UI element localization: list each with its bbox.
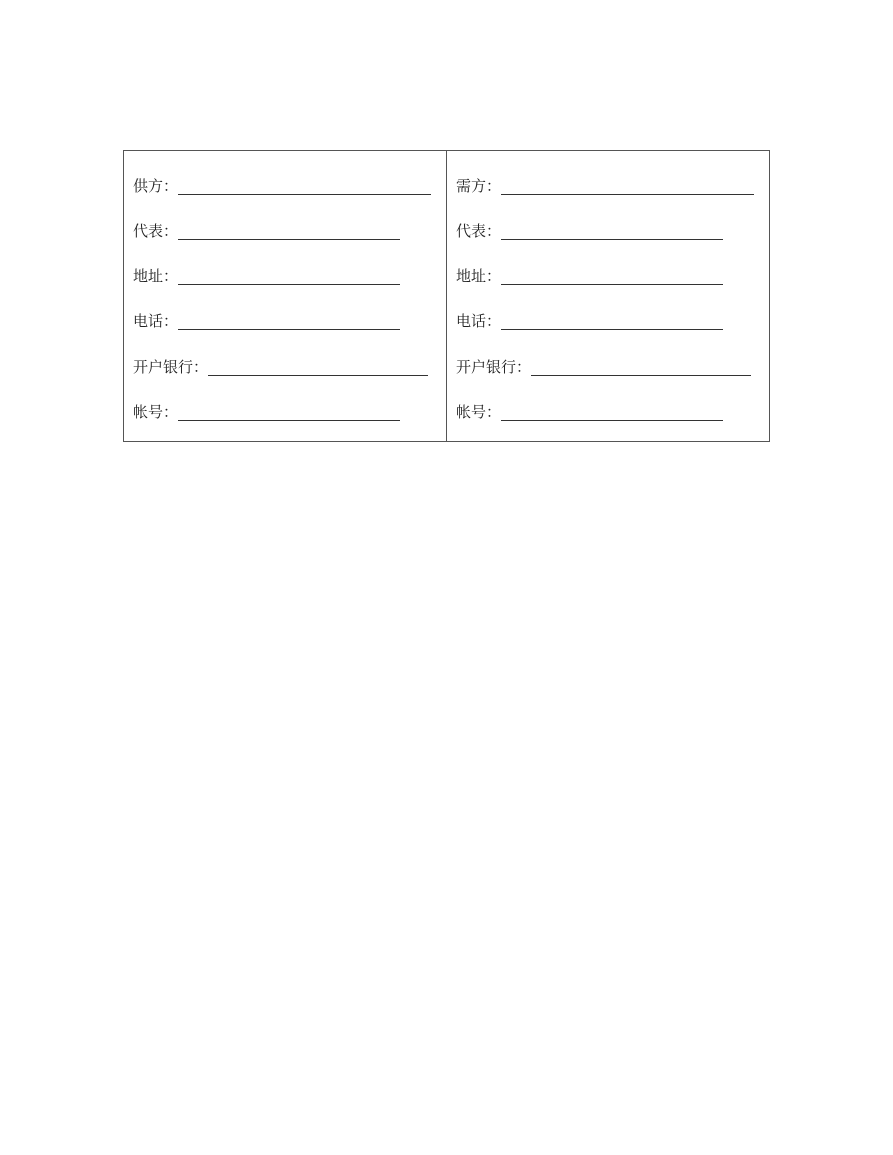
buyer-name-label: 需方： <box>456 177 502 195</box>
buyer-bank-label: 开户银行： <box>456 358 532 376</box>
buyer-account-field[interactable] <box>501 403 723 421</box>
buyer-account-label: 帐号： <box>456 403 502 421</box>
buyer-name-field[interactable] <box>501 177 754 195</box>
supplier-address-row <box>133 261 400 285</box>
buyer-column <box>447 151 769 441</box>
supplier-bank-field[interactable] <box>208 358 428 376</box>
buyer-address-field[interactable] <box>501 267 723 285</box>
supplier-account-field[interactable] <box>178 403 400 421</box>
supplier-representative-field[interactable] <box>178 222 400 240</box>
supplier-column <box>124 151 447 441</box>
supplier-address-field[interactable] <box>178 267 400 285</box>
buyer-address-row <box>456 261 723 285</box>
buyer-representative-label: 代表： <box>456 222 502 240</box>
supplier-representative-row <box>133 216 400 240</box>
supplier-phone-row <box>133 306 400 330</box>
supplier-name-label: 供方： <box>133 177 179 195</box>
buyer-representative-field[interactable] <box>501 222 723 240</box>
buyer-bank-row <box>456 352 751 376</box>
supplier-bank-row <box>133 352 428 376</box>
supplier-phone-label: 电话： <box>133 312 179 330</box>
buyer-address-label: 地址： <box>456 267 502 285</box>
signature-table <box>123 150 770 442</box>
supplier-name-row <box>133 171 431 195</box>
supplier-bank-label: 开户银行： <box>133 358 209 376</box>
supplier-account-label: 帐号： <box>133 403 179 421</box>
supplier-phone-field[interactable] <box>178 312 400 330</box>
buyer-account-row <box>456 397 723 421</box>
buyer-bank-field[interactable] <box>531 358 751 376</box>
buyer-phone-label: 电话： <box>456 312 502 330</box>
buyer-representative-row <box>456 216 723 240</box>
buyer-name-row <box>456 171 754 195</box>
supplier-name-field[interactable] <box>178 177 431 195</box>
supplier-address-label: 地址： <box>133 267 179 285</box>
buyer-phone-field[interactable] <box>501 312 723 330</box>
supplier-account-row <box>133 397 400 421</box>
supplier-representative-label: 代表： <box>133 222 179 240</box>
buyer-phone-row <box>456 306 723 330</box>
